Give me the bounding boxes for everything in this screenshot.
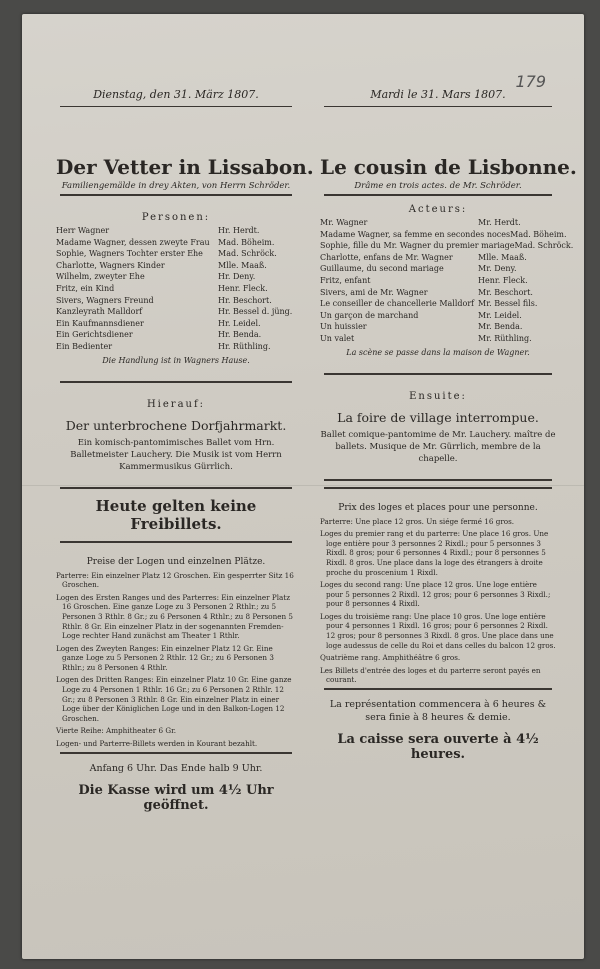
divider xyxy=(60,106,292,107)
divider xyxy=(60,541,292,543)
french-title: Le cousin de Lisbonne. xyxy=(320,155,577,179)
divider xyxy=(60,381,292,383)
divider xyxy=(324,487,552,489)
german-ballet-text: Ein komisch-pantomimisches Ballet vom Hrn. Balletmeister Lauchery. Die Musik ist vom Herrn Kammermusikus Gürrlich. xyxy=(70,437,282,472)
paper-fold xyxy=(22,485,584,486)
cast-row: Sivers, ami de Mr. Wagner Mr. Beschort. xyxy=(320,287,533,297)
divider xyxy=(60,752,292,754)
german-times: Anfang 6 Uhr. Das Ende halb 9 Uhr. xyxy=(89,762,263,774)
cast-row: Mr. Wagner Mr. Herdt. xyxy=(320,218,521,227)
cast-row: Charlotte, Wagners Kinder Mlle. Maaß. xyxy=(56,260,267,270)
german-setting: Die Handlung ist in Wagners Hause. xyxy=(102,355,250,365)
cast-row: Herr Wagner Hr. Herdt. xyxy=(56,226,260,235)
cast-row: Le conseiller de chancellerie Malldorf Mr. Bessel fils. xyxy=(320,299,538,309)
cast-row: Madame Wagner, dessen zweyte Frau Mad. Böheim. xyxy=(56,237,275,247)
cast-row: Fritz, enfant Henr. Fleck. xyxy=(320,275,528,285)
german-subtitle: Familiengemälde in drey Akten, von Herrn Schröder. xyxy=(61,181,291,191)
french-subtitle: Drâme en trois actes. de Mr. Schröder. xyxy=(354,181,522,191)
divider xyxy=(60,487,292,489)
german-ballet-title: Der unterbrochene Dorfjahrmarkt. xyxy=(65,417,287,433)
price-item: Logen- und Parterre-Billets werden in Kourant bezahlt. xyxy=(56,739,258,749)
price-item: Les Billets d'entrée des loges et du parterre seront payés en courant. xyxy=(320,665,541,685)
french-prices-heading: Prix des loges et places pour une personne. xyxy=(338,502,538,513)
archive-number: 179 xyxy=(515,72,546,91)
french-cast-list xyxy=(320,217,574,345)
price-item: Logen des Dritten Ranges: Ein einzelner Platz 10 Gr. Eine ganze Loge zu 4 Personen 1 Rthlr. 16 Gr.; zu 6 Personen 2 Rthlr. 12 Gr.; zu 8 Personen 3 Rthlr. 8 Gr. Ein einzelner Platz in einer Loge über der Königlichen Loge und in den Balkon-Logen 12 Groschen. xyxy=(56,675,292,723)
cast-row: Un huissier Mr. Benda. xyxy=(320,322,523,332)
divider xyxy=(324,373,552,375)
cast-row: Guillaume, du second mariage Mr. Deny. xyxy=(320,264,517,274)
price-item: Vierte Reihe: Amphitheater 6 Gr. xyxy=(56,726,177,736)
french-times: La représentation commencera à 6 heures & sera finie à 8 heures & demie. xyxy=(329,699,547,724)
cast-row: Ein Bedienter Hr. Rüthling. xyxy=(56,341,271,351)
cast-row: Un valet Mr. Rüthling. xyxy=(320,333,532,343)
french-box-office: La caisse sera ouverte à 4½ heures. xyxy=(337,732,539,763)
german-date: Dienstag, den 31. März 1807. xyxy=(93,88,259,101)
price-item: Loges du troisième rang: Une place 10 gros. Une loge entière pour 4 personnes 1 Rixdl. 16 gros; pour 6 personnes 2 Rixdl. 12 gros; pour 8 personnes 3 Rixdl. 8 gros. Une place dans une loge audessus de celle du Roi et dans celles du balcon 12 gros. xyxy=(320,611,556,650)
cast-row: Madame Wagner, sa femme en secondes noces Mad. Böheim. xyxy=(320,229,567,239)
french-setting: La scène se passe dans la maison de Wagner. xyxy=(346,347,530,357)
french-column xyxy=(320,88,577,763)
cast-row: Fritz, ein Kind Henr. Fleck. xyxy=(56,283,268,293)
divider xyxy=(324,106,552,107)
german-cast-list xyxy=(56,225,296,353)
playbill-sheet xyxy=(22,14,584,959)
cast-row: Ein Gerichtsdiener Hr. Benda. xyxy=(56,330,262,340)
cast-row: Sophie, Wagners Tochter erster Ehe Mad. Schröck. xyxy=(56,249,277,259)
cast-row: Wilhelm, zweyter Ehe Hr. Deny. xyxy=(56,272,256,282)
price-item: Parterre: Une place 12 gros. Un siége fermé 16 gros. xyxy=(320,516,515,526)
german-prices-heading: Preise der Logen und einzelnen Plätze. xyxy=(86,556,266,567)
price-item: Loges du premier rang et du parterre: Une place 16 gros. Une loge entière pour 3 personnes 2 Rixdl.; pour 5 personnes 3 Rixdl. 8 gros; pour 6 personnes 4 Rixdl.; pour 8 personnes 5 Rixdl. 8 gros. Une place dans la loge des étrangers à droite proche du proscenium 1 Rixdl. xyxy=(320,529,549,577)
price-item: Loges du second rang: Une place 12 gros. Une loge entière pour 5 personnes 2 Rixdl. 12 gros; pour 6 personnes 3 Rixdl.; pour 8 personnes 4 Rixdl. xyxy=(320,580,551,609)
cast-row: Ein Kaufmannsdiener Hr. Leidel. xyxy=(56,318,261,328)
german-prices xyxy=(56,571,296,749)
french-prices xyxy=(320,517,556,686)
price-item: Logen des Ersten Ranges und des Parterres: Ein einzelner Platz 16 Groschen. Eine ganze Loge zu 3 Personen 2 Rthlr.; zu 5 Personen 3 Rthlr. 8 Gr.; zu 6 Personen 4 Rthlr.; zu 8 Personen 5 Rthlr. 8 Gr. Ein einzelner Platz in der sogenannten Fremden-Loge rechter Hand zunächst am Theater 1 Rthlr. xyxy=(56,592,293,641)
divider xyxy=(324,688,552,690)
cast-row: Charlotte, enfans de Mr. Wagner Mlle. Maaß. xyxy=(320,252,527,262)
cast-row: Un garçon de marchand Mr. Leidel. xyxy=(320,310,522,320)
cast-row: Sivers, Wagners Freund Hr. Beschort. xyxy=(56,295,272,305)
divider xyxy=(324,479,552,481)
german-column xyxy=(56,88,314,813)
price-item: Quatrième rang. Amphithéâtre 6 gros. xyxy=(320,653,461,663)
german-persons-heading: Personen: xyxy=(141,212,211,223)
price-item: Logen des Zweyten Ranges: Ein einzelner Platz 12 Gr. Eine ganze Loge zu 5 Personen 2 Rthlr. 12 Gr.; zu 6 Personen 3 Rthlr.; zu 8 Personen 4 Rthlr. xyxy=(56,643,274,672)
german-title: Der Vetter in Lissabon. xyxy=(56,155,314,179)
french-date: Mardi le 31. Mars 1807. xyxy=(370,88,506,101)
cast-row: Sophie, fille du Mr. Wagner du premier mariage Mad. Schröck. xyxy=(320,241,574,251)
french-persons-heading: Acteurs: xyxy=(408,204,468,215)
divider xyxy=(324,194,552,196)
french-ballet-title: La foire de village interrompue. xyxy=(337,409,539,425)
cast-row: Kanzleyrath Malldorf Hr. Bessel d. jüng. xyxy=(56,307,293,317)
price-item: Parterre: Ein einzelner Platz 12 Groschen. Ein gesperrter Sitz 16 Groschen. xyxy=(56,570,294,590)
divider xyxy=(60,194,292,196)
german-after-heading: Hierauf: xyxy=(146,398,206,410)
french-after-heading: Ensuite: xyxy=(409,390,467,402)
german-notice: Heute gelten keine Freibillets. xyxy=(95,496,257,533)
german-box-office: Die Kasse wird um 4½ Uhr geöffnet. xyxy=(78,782,274,813)
french-ballet-text: Ballet comique-pantomime de Mr. Lauchery. maître de ballets. Musique de Mr. Gürrlich, membre de la chapelle. xyxy=(320,429,556,464)
